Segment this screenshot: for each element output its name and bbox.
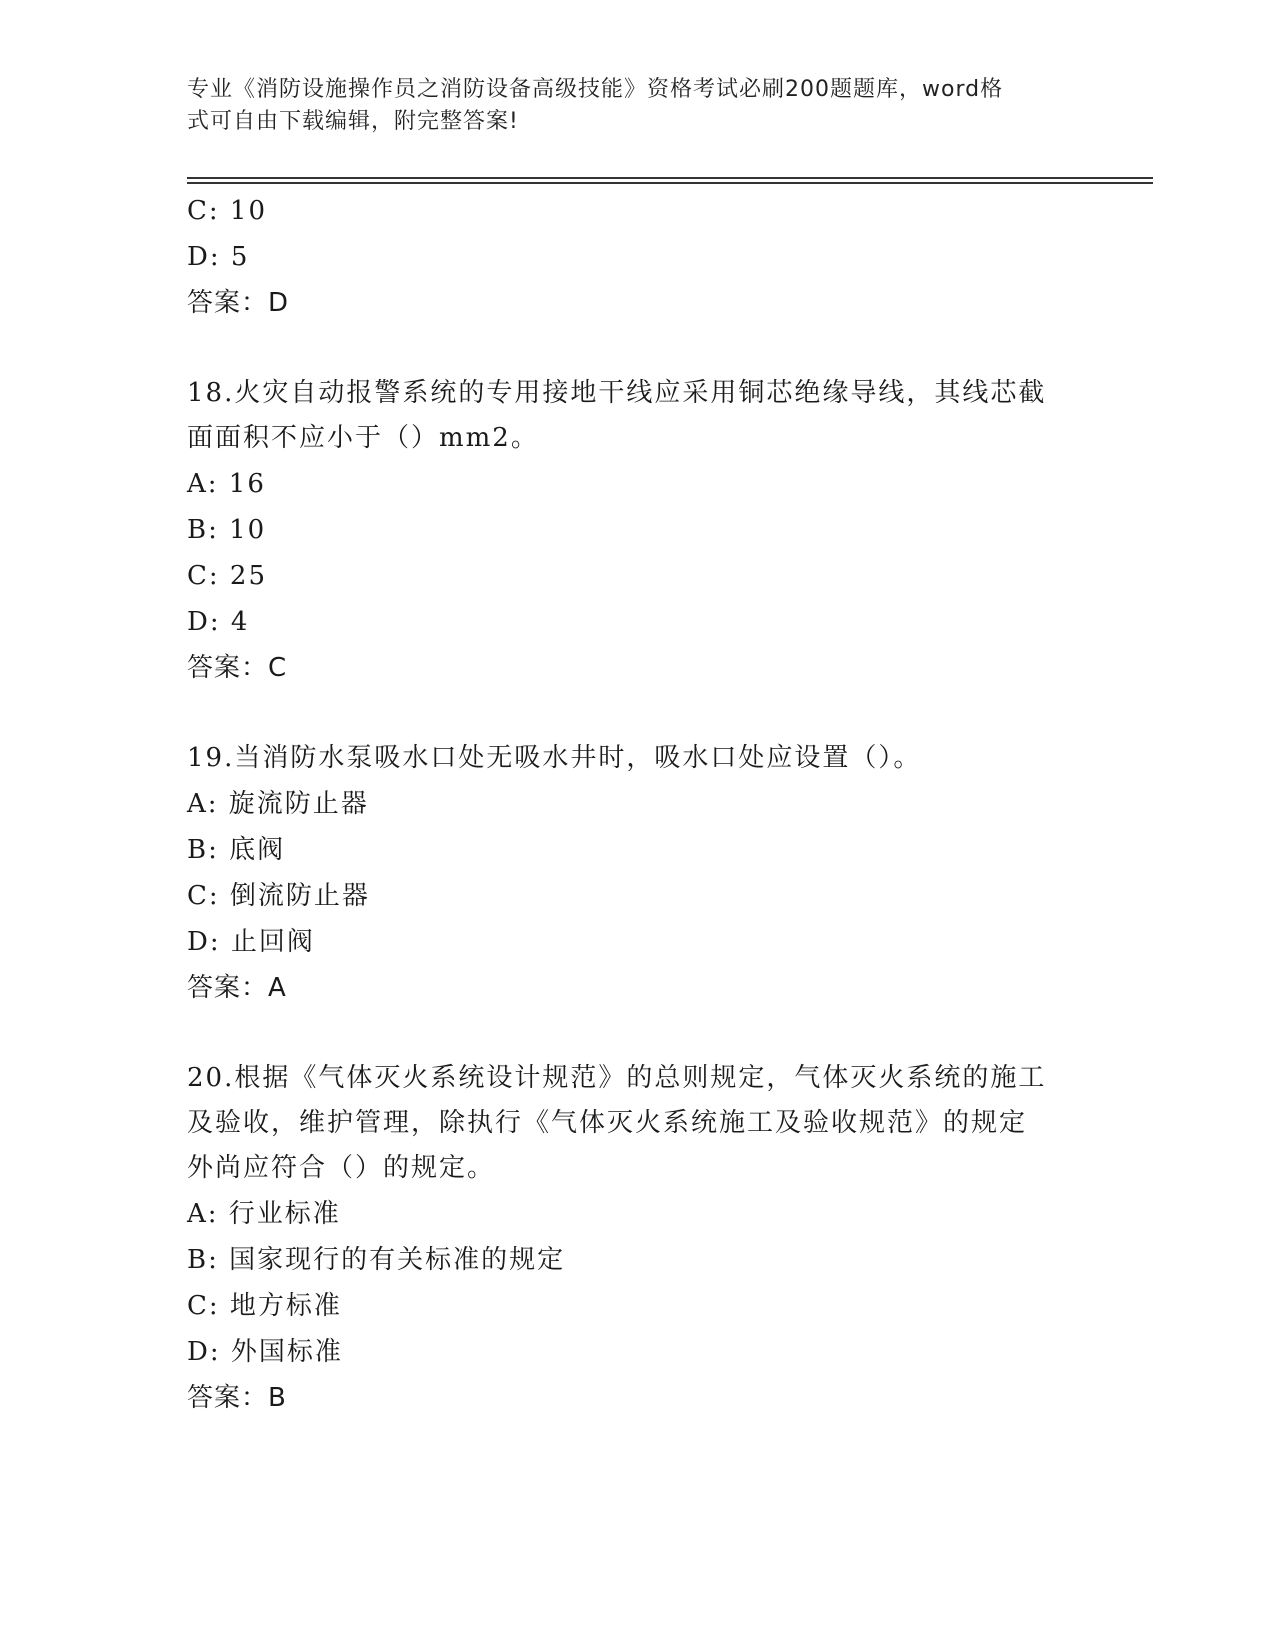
option-d: D: 4 [187, 607, 250, 637]
question-20 [187, 1056, 1087, 1421]
answer-line: 答案：A [187, 973, 287, 1003]
header-line-1: 专业《消防设施操作员之消防设备高级技能》资格考试必刷200题题库，word格 [187, 77, 1004, 102]
stem-line: 19.当消防水泵吸水口处无吸水井时，吸水口处应设置（）。 [187, 743, 922, 773]
header-divider-bottom [187, 182, 1153, 184]
spacer [187, 1011, 1087, 1056]
question-stem [187, 371, 1087, 461]
header-line-2: 式可自由下载编辑，附完整答案! [187, 109, 519, 134]
spacer [187, 691, 1087, 736]
question-17-fragment [187, 188, 1087, 326]
spacer [187, 326, 1087, 371]
option-d: D: 止回阀 [187, 927, 315, 957]
question-18 [187, 371, 1087, 691]
answer-line: 答案：D [187, 288, 290, 318]
question-stem [187, 736, 1087, 781]
stem-line: 及验收，维护管理，除执行《气体灭火系统施工及验收规范》的规定 [187, 1108, 1028, 1138]
option-a: A: 16 [187, 469, 266, 499]
option-c: C: 10 [187, 196, 268, 226]
option-b: B: 10 [187, 515, 267, 545]
stem-line: 18.火灾自动报警系统的专用接地干线应采用铜芯绝缘导线，其线芯截 [187, 378, 1047, 408]
option-d: D: 外国标准 [187, 1337, 343, 1367]
option-b: B: 国家现行的有关标准的规定 [187, 1245, 566, 1275]
question-19 [187, 736, 1087, 1011]
answer-line: 答案：C [187, 653, 288, 683]
answer-line: 答案：B [187, 1383, 287, 1413]
question-content [187, 188, 1087, 1421]
stem-line: 面面积不应小于（）mm2。 [187, 423, 539, 453]
stem-line: 20.根据《气体灭火系统设计规范》的总则规定，气体灭火系统的施工 [187, 1063, 1047, 1093]
option-b: B: 底阀 [187, 835, 286, 865]
option-c: C: 倒流防止器 [187, 881, 370, 911]
option-d: D: 5 [187, 242, 250, 272]
question-stem [187, 1056, 1087, 1191]
page-header [187, 74, 1067, 138]
option-c: C: 25 [187, 561, 268, 591]
option-c: C: 地方标准 [187, 1291, 342, 1321]
option-a: A: 行业标准 [187, 1199, 341, 1229]
option-a: A: 旋流防止器 [187, 789, 369, 819]
header-divider-top [187, 177, 1153, 179]
stem-line: 外尚应符合（）的规定。 [187, 1153, 496, 1183]
